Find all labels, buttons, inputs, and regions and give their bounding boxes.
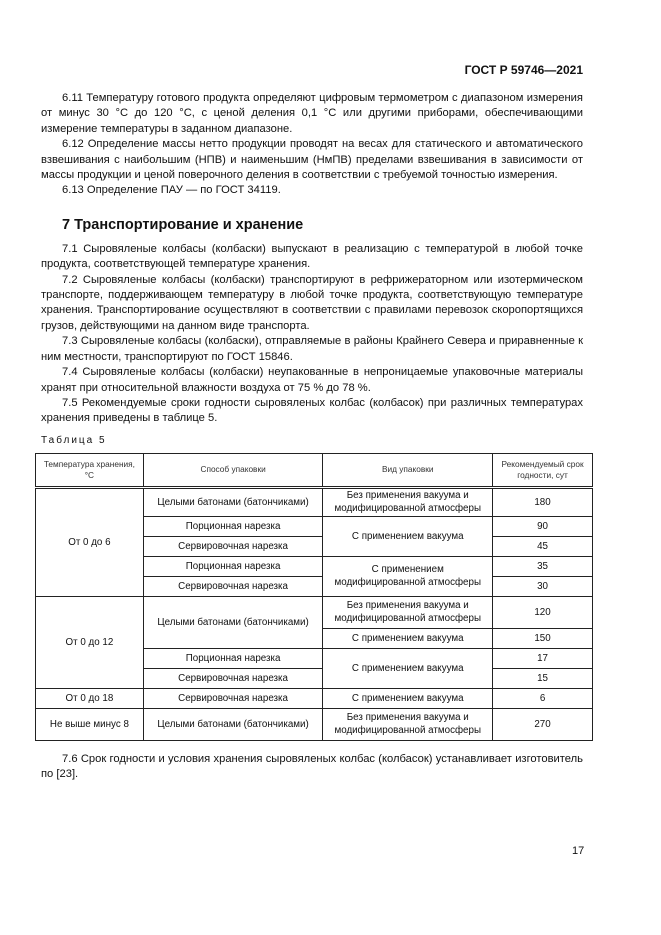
paragraph-7-4: 7.4 Сыровяленые колбасы (колбаски) неупакованные в непроницаемые упаковочные материалы хранят при относительной влажности воздуха от 75 % до 78 %.	[41, 366, 583, 394]
days-cell: 270	[493, 708, 593, 740]
paragraph-7-3: 7.3 Сыровяленые колбасы (колбаски), отправляемые в районы Крайнего Севера и приравненные к ним местности, транспортируют по ГОСТ 15846.	[41, 335, 583, 363]
days-cell: 45	[493, 536, 593, 556]
method-cell: Сервировочная нарезка	[143, 668, 323, 688]
days-cell: 17	[493, 648, 593, 668]
type-cell: Без применения вакуума и модифицированной атмосферы	[323, 708, 493, 740]
table-row	[36, 708, 593, 740]
header-type: Вид упаковки	[323, 453, 493, 487]
method-cell: Сервировочная нарезка	[143, 536, 323, 556]
paragraph-7-1: 7.1 Сыровяленые колбасы (колбаски) выпускают в реализацию с температурой в любой точке продукта, соответствующей температуре хранения.	[41, 242, 583, 271]
paragraph-7-5: 7.5 Рекомендуемые сроки годности сыровяленых колбас (колбасок) при различных температурах хранения приведены в таблице 5.	[41, 396, 583, 425]
temp-cell: От 0 до 18	[36, 688, 144, 708]
days-cell: 35	[493, 556, 593, 576]
method-cell: Сервировочная нарезка	[143, 688, 323, 708]
days-cell: 180	[493, 487, 593, 516]
header-shelf-life: Рекомендуемый срок годности, сут	[493, 453, 593, 487]
type-cell: С применением модифицированной атмосферы	[323, 556, 493, 596]
days-cell: 150	[493, 628, 593, 648]
standard-header: ГОСТ Р 59746—2021	[464, 63, 583, 77]
paragraph-6-13: 6.13 Определение ПАУ — по ГОСТ 34119.	[62, 184, 281, 197]
table-row	[36, 688, 593, 708]
paragraph-6-11: 6.11 Температуру готового продукта определяют цифровым термометром с диапазоном измерения от минус 30 °С до 120 °С, с ценой деления 0,1 °С или другими приборами, обеспечивающими измерение температуры в заданном диапазоне.	[41, 92, 583, 135]
section-6-text	[41, 91, 583, 199]
type-cell: С применением вакуума	[323, 628, 493, 648]
table-row	[36, 596, 593, 628]
method-cell: Сервировочная нарезка	[143, 576, 323, 596]
paragraph-7-2: 7.2 Сыровяленые колбасы (колбаски) транспортируют в рефрижераторном или изотермическом транспорте, поддерживающем температуру в любой точке продукта, соответствующую температуре хранения. Транспортирование осуществляют в соответствии с правилами перевозок скоропортящихся грузов, действующими на данном виде транспорта.	[41, 273, 583, 332]
days-cell: 90	[493, 516, 593, 536]
paragraph-6-12: 6.12 Определение массы нетто продукции проводят на весах для статического и автоматического взвешивания с наибольшим (НПВ) и наименьшим (НмПВ) пределами взвешивания в зависимости от массы продукции и ценой поверочного деления в соответствии с требуемой точностью измерения.	[41, 138, 583, 182]
header-temperature: Температура хранения, °С	[36, 453, 144, 487]
section-heading: 7 Транспортирование и хранение	[62, 216, 304, 233]
section-7-text	[41, 242, 583, 427]
method-cell: Целыми батонами (батончиками)	[143, 487, 323, 516]
type-cell: Без применения вакуума и модифицированной атмосферы	[323, 487, 493, 516]
method-cell: Целыми батонами (батончиками)	[143, 596, 323, 648]
method-cell: Порционная нарезка	[143, 516, 323, 536]
header-method: Способ упаковки	[143, 453, 323, 487]
days-cell: 6	[493, 688, 593, 708]
temp-cell: От 0 до 6	[36, 487, 144, 596]
table-label: Таблица 5	[41, 434, 107, 446]
days-cell: 15	[493, 668, 593, 688]
days-cell: 30	[493, 576, 593, 596]
method-cell: Порционная нарезка	[143, 556, 323, 576]
type-cell: С применением вакуума	[323, 516, 493, 556]
temp-cell: Не выше минус 8	[36, 708, 144, 740]
table-header-row	[36, 453, 593, 487]
table-row	[36, 487, 593, 516]
page-number: 17	[572, 845, 585, 857]
type-cell: С применением вакуума	[323, 688, 493, 708]
shelf-life-table	[35, 453, 593, 741]
days-cell: 120	[493, 596, 593, 628]
temp-cell: От 0 до 12	[36, 596, 144, 688]
table-wrapper	[35, 453, 593, 741]
paragraph-7-6: 7.6 Срок годности и условия хранения сыровяленых колбас (колбасок) устанавливает изготовитель по [23].	[41, 752, 583, 781]
type-cell: С применением вакуума	[323, 648, 493, 688]
closing-text	[41, 752, 583, 783]
method-cell: Целыми батонами (батончиками)	[143, 708, 323, 740]
type-cell: Без применения вакуума и модифицированной атмосферы	[323, 596, 493, 628]
method-cell: Порционная нарезка	[143, 648, 323, 668]
